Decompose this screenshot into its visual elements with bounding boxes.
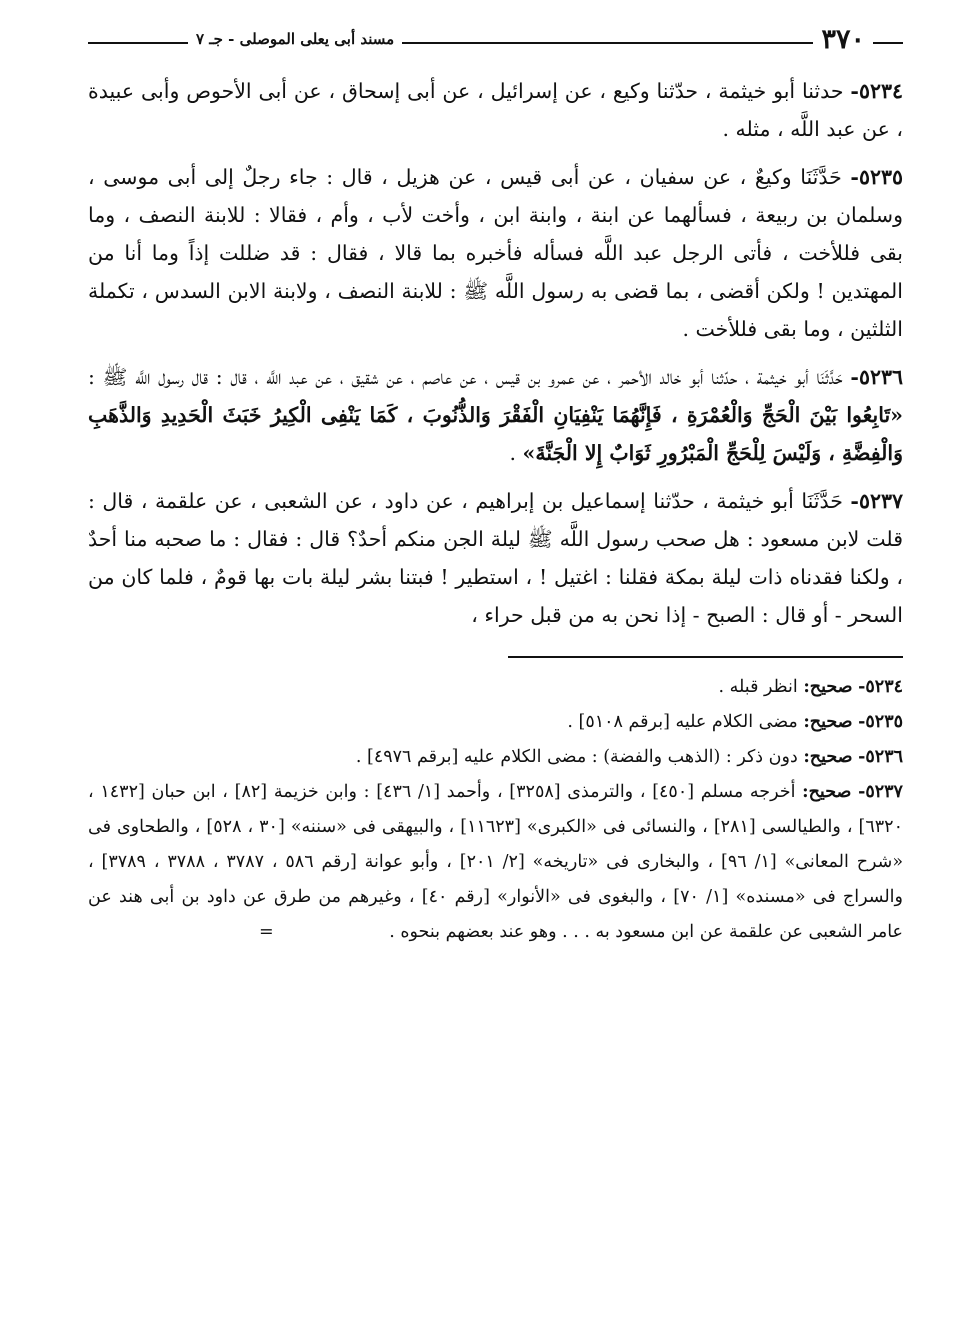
footnote-grade: صحيح: <box>803 747 853 767</box>
hadith-body: حدثنا أبو خيثمة ، حدّثنا وكيع ، عن إسرائيل ، عن أبى إسحاق ، عن أبى الأحوص وأبى عبيدة ، عن عبد اللَّه ، مثله . <box>88 79 903 141</box>
page-header <box>88 24 903 56</box>
footnote-number: ٥٢٣٥- <box>858 712 903 732</box>
hadith-text <box>88 72 903 634</box>
footnotes <box>88 670 903 950</box>
footnote-text: أخرجه مسلم [٤٥٠] ، والترمذى [٣٢٥٨] ، وأحمد [١/ ٤٣٦] : وابن خزيمة [٨٢] ، ابن حبان [١٤٣٢ ، ٦٣٢٠] ، والطيالسى [٢٨١] ، والنسائى فى «الكبرى» [١١٦٢٣] ، والبيهقى فى «سننه» [٣٠ ، ٥٢٨] ، والطحاوى فى «شرح المعانى» [١/ ٩٦] ، والبخارى فى «تاريخه» [٢/ ٢٠١] ، وأبو عوانة [رقم ٥٨٦ ، ٣٧٨٧ ، ٣٧٨٨ ، ٣٧٨٩] ، والسراج فى «مسنده» [١/ ٧٠] ، والبغوى فى «الأنوار» [رقم ٤٠] ، وغيرهم من طرق عن داود بن أبى هند عن عامر الشعبى عن علقمة عن ابن مسعود به . . . وهو عند بعضهم بنحوه . <box>88 782 904 942</box>
footnote-grade: صحيح: <box>802 782 852 802</box>
hadith-number: ٥٢٣٤- <box>850 79 903 103</box>
footnote-text: انظر قبله . <box>718 677 798 697</box>
footnote-number: ٥٢٣٤- <box>858 677 903 697</box>
hadith-body: حَدَّثَنَا أبو خيثمة ، حدّثنا إسماعيل بن إبراهيم ، عن داود ، عن الشعبى ، عن علقمة ، قال : قلت لابن مسعود : هل صحب رسول اللَّه ﷺ ليلة الجن منكم أحدٌ؟ قال : فقال : ما صحبه منا أحدٌ ، ولكنا فقدناه ذات ليلة بمكة فقلنا : اغتيل ! ، استطير ! فبتنا بشر ليلة بات بها قومٌ ، فلما كان من السحر - أو قال : الصبح - إذا نحن به من قبل حراء ، <box>88 489 903 627</box>
hadith-5235 <box>88 158 903 348</box>
footnote-5236 <box>88 740 903 775</box>
hadith-body: حَدَّثَنَا أبو خيثمة ، حدّثنا أبو خالد الأحمر ، عن عمرو بن قيس ، عن عاصم ، عن شقيق ، عن عبد اللَّه ، قال : قال رسول اللَّه ﷺ : <box>88 365 843 389</box>
hadith-number: ٥٢٣٧- <box>850 489 903 513</box>
footnote-number: ٥٢٣٦- <box>858 747 903 767</box>
hadith-5234 <box>88 72 903 148</box>
footnote-number: ٥٢٣٧- <box>858 782 903 802</box>
continuation-mark: = <box>258 922 274 942</box>
footnote-grade: صحيح: <box>803 712 853 732</box>
hadith-number: ٥٢٣٥- <box>850 165 903 189</box>
hadith-5236 <box>88 358 903 472</box>
book-title: مسند أبى يعلى الموصلى - جـ ٧ <box>188 30 402 48</box>
footnote-separator <box>508 656 903 658</box>
hadith-body: حَدَّثَنَا وكيعٌ ، عن سفيان ، عن أبى قيس ، عن هزيل ، قال : جاء رجلٌ إلى أبى موسى ، وسلمان بن ربيعة ، فسألهما عن ابنة ، وابنة ابن ، وأخت لأب ، وأم ، فقالا : للابنة النصف ، وما بقى فللأخت ، فأتى الرجل عبد اللَّه فسأله فأخبره بما قالا ، فقال : قد ضللت إذاً وما أنا من المهتدين ! ولكن أقضى ، بما قضى به رسول اللَّه ﷺ : للابنة النصف ، ولابنة الابن السدس ، تكملة الثلثين ، وما بقى فللأخت . <box>88 165 903 341</box>
footnote-5237 <box>88 775 903 950</box>
footnote-grade: صحيح: <box>803 677 853 697</box>
hadith-5237 <box>88 482 903 634</box>
footnote-text: دون ذكر : (الذهب والفضة) : مضى الكلام عليه [برقم ٤٩٧٦] . <box>355 747 798 767</box>
prophetic-quote: «تَابِعُوا بَيْنَ الْحَجِّ وَالْعُمْرَةِ ، فَإِنَّهُمَا يَنْفِيَانِ الْفَقْرَ وَالذُّنُوبَ ، كَمَا يَنْفِى الْكِيرُ خَبَثَ الْحَدِيدِ وَالذَّهَبِ وَالْفِضَّةِ ، وَلَيْسَ لِلْحَجِّ الْمَبْرُورِ ثَوَابٌ إِلا الْجَنَّةَ» <box>88 403 903 465</box>
footnote-5234 <box>88 670 903 705</box>
page-number: ٣٧٠ <box>813 24 873 55</box>
footnote-5235 <box>88 705 903 740</box>
hadith-body-end: . <box>509 441 523 465</box>
hadith-number: ٥٢٣٦- <box>850 365 903 389</box>
document-page <box>88 24 904 950</box>
footnote-text: مضى الكلام عليه [برقم ٥١٠٨] . <box>567 712 798 732</box>
